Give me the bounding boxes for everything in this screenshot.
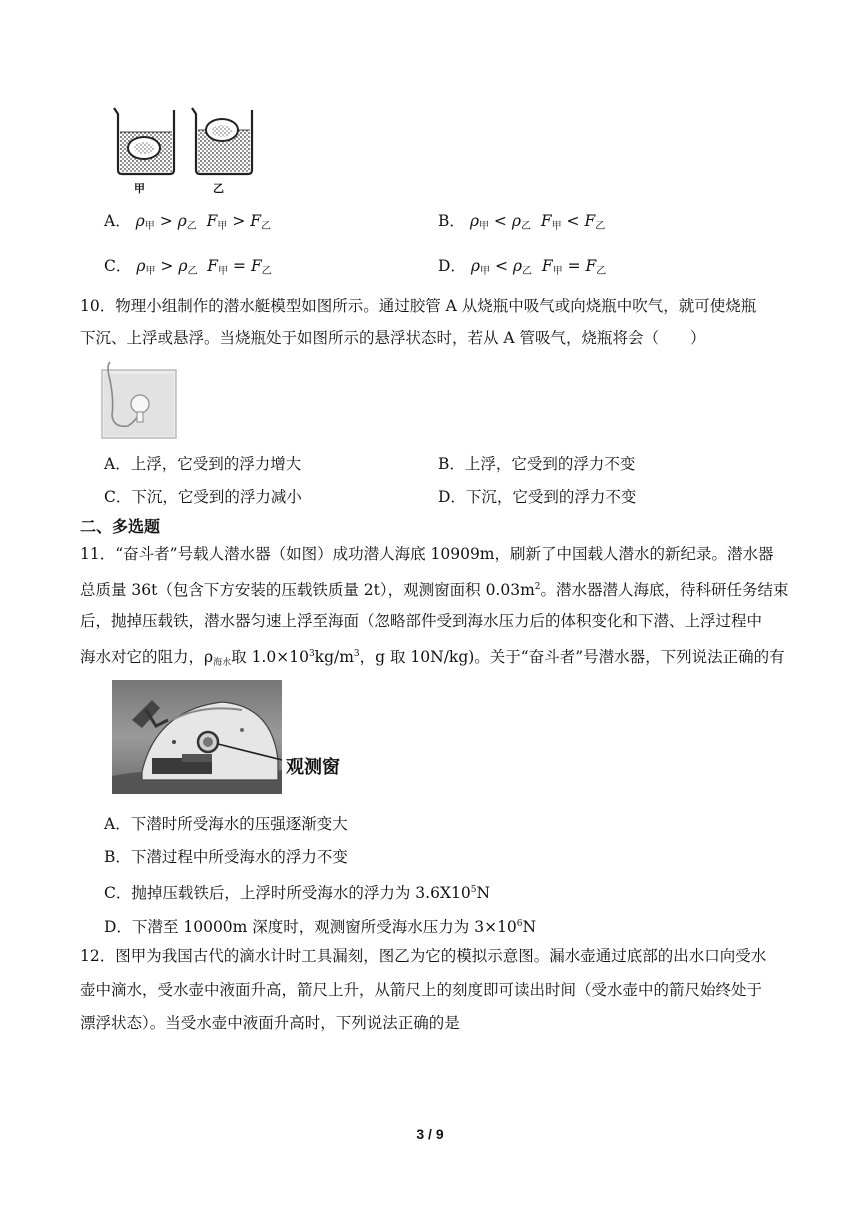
q9-option-c[interactable]: C． ρ甲 > ρ乙 F甲 = F乙 (104, 257, 272, 277)
q9-option-a[interactable]: A． ρ甲 > ρ乙 F甲 > F乙 (104, 212, 272, 232)
q11-observation-window-label: 观测窗 (286, 757, 340, 778)
q11-option-d[interactable]: D．下潜至 10000m 深度时，观测窗所受海水压力为 $3\times 10^6N$ (104, 918, 537, 937)
q9-label-jia: 甲 (134, 182, 145, 195)
q12-text-line2: 壶中滴水，受水壶中液面升高，箭尺上升，从箭尺上的刻度即可读出时间（受水壶中的箭尺始终处于 (80, 981, 763, 999)
q10-submarine-model-figure (100, 360, 178, 440)
q10-text-line1: 10．物理小组制作的潜水艇模型如图所示。通过胶管 A 从烧瓶中吸气或向烧瓶中吹气，就可使烧瓶 (80, 297, 757, 315)
q9-option-d[interactable]: D． ρ甲 < ρ乙 F甲 = F乙 (438, 257, 607, 277)
q10-option-a[interactable]: A．上浮，它受到的浮力增大 (104, 455, 302, 473)
q9-label-yi: 乙 (213, 182, 224, 195)
q9-beakers-figure (108, 104, 258, 200)
q11-submersible-photo (112, 680, 282, 794)
section-heading-multiple-choice: 二、多选题 (80, 517, 161, 536)
page-number: 3 / 9 (416, 1126, 444, 1142)
q11-text-line4: 海水对它的阻力，ρ海水取 $1.0\times 10^3kg/m^3$，g 取 10N/kg)。关于“奋斗者”号潜水器，下列说法正确的有 (80, 648, 785, 669)
q11-option-a[interactable]: A．下潜时所受海水的压强逐渐变大 (104, 815, 348, 833)
q11-text-line3: 后，抛掉压载铁，潜水器匀速上浮至海面（忽略部件受到海水压力后的体积变化和下潜、上浮过程中 (80, 612, 763, 630)
q12-text-line1: 12．图甲为我国古代的滴水计时工具漏刻，图乙为它的模拟示意图。漏水壶通过底部的出水口向受水 (80, 947, 767, 965)
q10-option-c[interactable]: C．下沉，它受到的浮力减小 (104, 488, 302, 506)
q11-option-b[interactable]: B．下潜过程中所受海水的浮力不变 (104, 848, 348, 866)
q11-option-c[interactable]: C．抛掉压载铁后，上浮时所受海水的浮力为 $3.6X10^5N$ (104, 884, 490, 903)
q12-text-line3: 漂浮状态）。当受水壶中液面升高时，下列说法正确的是 (80, 1014, 460, 1032)
q10-option-b[interactable]: B．上浮，它受到的浮力不变 (438, 455, 636, 473)
q11-text-line1: 11．“奋斗者”号载人潜水器（如图）成功潜人海底 10909m，刷新了中国载人潜水的新纪录。潜水器 (80, 545, 774, 563)
q9-option-b[interactable]: B． ρ甲 < ρ乙 F甲 < F乙 (438, 212, 606, 232)
q11-text-line2: 总质量 36t（包含下方安装的压载铁质量 2t），观测窗面积 $0.03m^2$。潜水器潜人海底，待科研任务结束 (80, 581, 789, 600)
q10-text-line2: 下沉、上浮或悬浮。当烧瓶处于如图所示的悬浮状态时，若从 A 管吸气，烧瓶将会（ ） (80, 329, 706, 347)
q10-option-d[interactable]: D．下沉，它受到的浮力不变 (438, 488, 637, 506)
